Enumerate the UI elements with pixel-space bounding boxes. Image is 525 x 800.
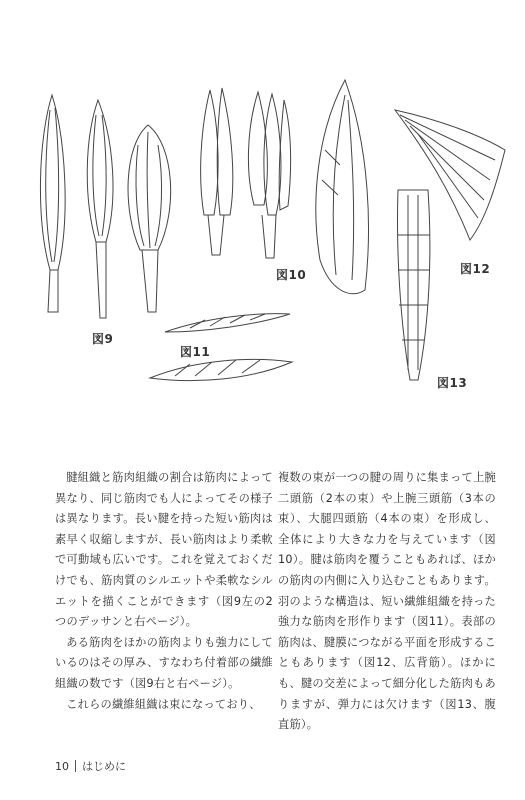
fig10-quadriceps [316, 80, 369, 294]
left-paragraph-2: ある筋肉をほかの筋肉よりも強力にしているのはその厚み、すなわち付着部の繊維組織の数です（図9右と右ページ）。 [55, 635, 273, 690]
left-paragraph-1: 腱組織と筋肉組織の割合は筋肉によって異なり、同じ筋肉でも人によってその様子は異なります。長い腱を持った短い筋肉は素早く収縮しますが、長い筋肉はより柔軟で可動域も広いです。これを覚えておくだけでも、筋肉質のシルエットや柔軟なシルエットを描くことができます（図9左の2つのデッサンと右ページ）。 [55, 471, 273, 629]
figure-11-label: 図11 [180, 345, 211, 359]
fig9-muscle-2 [87, 100, 113, 318]
right-paragraph: 複数の束が一つの腱の周りに集まって上腕二頭筋（2本の束）や上腕三頭筋（3本の束）、大腿四頭筋（4本の束）を形成し、全体により大きな力を与えています（図10）。腱は筋肉を覆うこともあれば、ほかの筋肉の内側に入り込むこともあります。羽のような構造は、短い繊維組織を持った強力な筋肉を形作ります（図11）。表部の筋肉は、腱膜につながる平面を形成することもあります（図12、広背筋）。ほかにも、腱の交差によって細分化した筋肉もありますが、弾力には欠けます（図13、腹直筋）。 [278, 471, 496, 732]
left-text-column [55, 468, 273, 715]
fig12-fan-muscle [395, 110, 505, 240]
fig10-triceps [248, 92, 290, 258]
footer-separator [75, 760, 76, 772]
page-footer [55, 758, 126, 774]
right-text-column [278, 468, 496, 736]
figure-9-label: 図9 [92, 332, 114, 346]
fig9-muscle-1 [40, 95, 65, 312]
figure-12-label: 図12 [460, 262, 491, 276]
fig13-segmented-muscle [398, 190, 431, 380]
page-number: 10 [55, 759, 69, 773]
figure-10-label: 図10 [276, 268, 307, 282]
left-paragraph-3: これらの繊維組織は束になっており、 [66, 697, 261, 711]
fig11-pennate-2 [150, 359, 292, 380]
section-title: はじめに [82, 760, 126, 773]
figure-13-label: 図13 [437, 376, 468, 390]
fig10-biceps [201, 88, 233, 255]
fig11-pennate-1 [165, 314, 290, 332]
fig9-muscle-3 [128, 125, 171, 312]
